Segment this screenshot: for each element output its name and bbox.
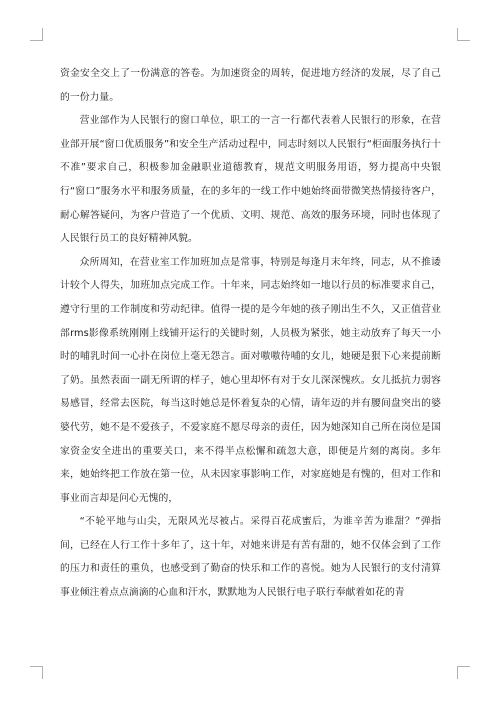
- paragraph-2: 营业部作为人民银行的窗口单位，职工的一言一行都代表着人民银行的形象，在营业部开展“窗口优质服务”和安全生产活动过程中，同志时刻以人民银行“柜面服务执行十不准”要求自己，积极参加金融职业道德教育，规范文明服务用语，努力提高中央银行“窗口”服务水平和服务质量，在的多年的一线工作中她始终面带微笑热情接待客户，耐心解答疑问，为客户营造了一个优质、文明、规范、高效的服务环境，同时也体现了人民银行员工的良好精神风貌。: [60, 115, 441, 245]
- paragraph-3: 众所周知，在营业室工作加班加点是常事，特别是每逢月末年终，同志，从不推诿计较个人得失，加班加点完成工作。十年来，同志始终如一地以行员的标准要求自己，遵守行里的工作制度和劳动纪律。值得一提的是今年她的孩子刚出生不久，又正值营业部rms影像系统刚刚上线铺开运行的关键时刻，人员极为紧张，她主动放弃了每天一小时的哺乳时间一心扑在岗位上毫无怨言。面对嗷嗷待哺的女儿，她硬是狠下心来提前断了奶。虽然表面一副无所谓的样子，她心里却怀有对于女儿深深愧疚。女儿抵抗力弱容易感冒，经常去医院，每当这时她总是怀着复杂的心情，请年迈的并有腰间盘突出的婆婆代劳，她不是不爱孩子，不爱家庭不愿尽母亲的责任，因为她深知自己所在岗位是国家资金安全进出的重要关口，来不得半点松懈和疏忽大意，即便是片刻的离岗。多年来，她始终把工作放在第一位，从未因家事影响工作，对家庭她是有愧的，但对工作和事业而言却是问心无愧的，: [60, 256, 441, 504]
- crop-mark-top-left: [30, 28, 43, 41]
- crop-mark-bottom-left: [30, 666, 43, 679]
- paragraph-4: “不轮平地与山尖，无限风光尽被占。采得百花成蜜后，为谁辛苦为谁甜？”弹指间，已经在人行工作十多年了，这十年，对她来讲是有苦有甜的，她不仅体会到了工作的压力和责任的重负，也感受到了勤奋的快乐和工作的喜悦。她为人民银行的支付清算事业倾注着点点滴滴的心血和汗水，默默地为人民银行电子联行奉献着如花的青: [60, 516, 441, 599]
- crop-mark-top-right: [457, 28, 470, 41]
- crop-mark-bottom-right: [457, 666, 470, 679]
- document-body: [60, 62, 441, 662]
- paragraph-1: 资金安全交上了一份满意的答卷。为加速资金的周转，促进地方经济的发展，尽了自己的一份力量。: [60, 68, 441, 103]
